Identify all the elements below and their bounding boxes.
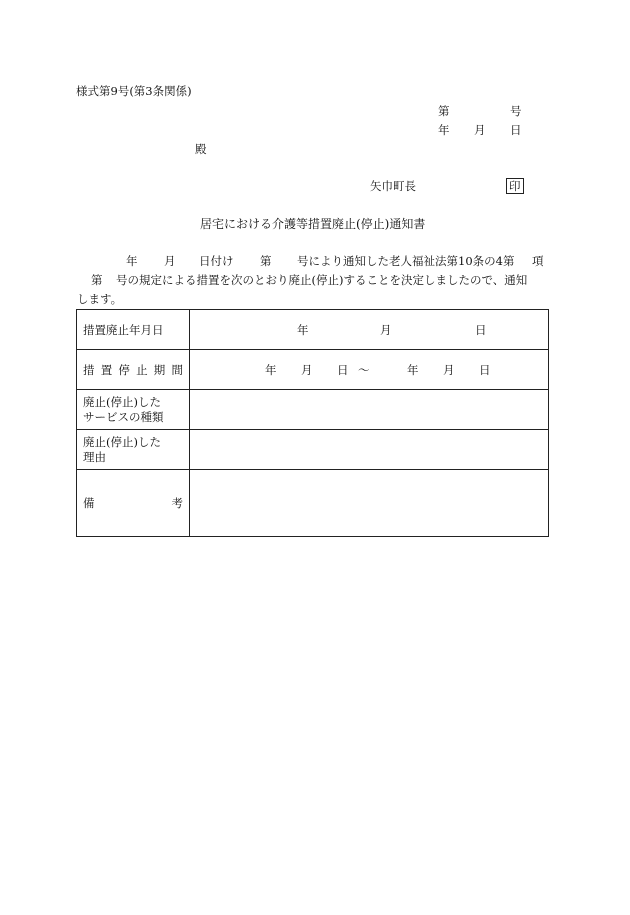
go-label: 号	[510, 104, 522, 118]
label-char: 措	[83, 362, 95, 377]
label-char: 間	[171, 362, 183, 377]
label-cell	[77, 390, 190, 430]
issuer-name: 矢巾町長	[370, 179, 416, 193]
end-month-label: 月	[443, 362, 455, 377]
label-char: 置	[100, 362, 113, 377]
label-char: 停	[118, 362, 130, 377]
remarks-label	[83, 495, 183, 511]
remarks-field[interactable]	[190, 470, 549, 537]
suspension-period-label	[83, 362, 183, 378]
table-row	[77, 390, 549, 430]
label-cell	[77, 310, 190, 350]
addressee-suffix: 殿	[195, 142, 207, 156]
table-row	[77, 430, 549, 470]
date-year-label: 年	[438, 123, 450, 137]
year-label: 年	[297, 322, 309, 337]
label-cell	[77, 430, 190, 470]
reason-label-line2: 理由	[83, 449, 106, 464]
start-year-label: 年	[265, 362, 277, 377]
reason-label-line1: 廃止(停止)した	[83, 434, 161, 449]
form-number: 様式第9号(第3条関係)	[76, 84, 192, 98]
body-kou: 項	[532, 254, 544, 268]
label-cell	[77, 350, 190, 390]
label-cell	[77, 470, 190, 537]
end-day-label: 日	[479, 362, 491, 377]
body-year: 年	[126, 254, 138, 268]
table-row	[77, 470, 549, 537]
table-row	[77, 310, 549, 350]
date-month-label: 月	[474, 123, 486, 137]
date-day-label: 日	[510, 123, 522, 137]
label-char: 考	[171, 496, 183, 510]
start-month-label: 月	[301, 362, 313, 377]
day-label: 日	[475, 322, 487, 337]
seal-stamp: 印	[506, 178, 524, 194]
body-line1-text: 号により通知した老人福祉法第10条の4第	[297, 254, 515, 268]
abolition-date-label: 措置廃止年月日	[83, 322, 164, 337]
table-row	[77, 350, 549, 390]
notice-table	[76, 309, 549, 537]
reason-field[interactable]	[190, 430, 549, 470]
body-dai: 第	[260, 254, 272, 268]
dai-label: 第	[438, 104, 450, 118]
month-label: 月	[380, 322, 392, 337]
start-day-label: 日	[337, 362, 349, 377]
body-month: 月	[164, 254, 176, 268]
body-line2-dai: 第	[91, 273, 103, 287]
abolition-date-field[interactable]	[190, 310, 549, 350]
document-title: 居宅における介護等措置廃止(停止)通知書	[200, 217, 426, 231]
service-type-field[interactable]	[190, 390, 549, 430]
body-dated: 日付け	[199, 254, 234, 268]
body-line2-text: 号の規定による措置を次のとおり廃止(停止)することを決定しましたので、通知	[116, 273, 528, 287]
label-char: 期	[153, 362, 166, 377]
range-tilde: 〜	[358, 362, 370, 377]
service-type-label-line2: サービスの種類	[83, 409, 164, 424]
service-type-label-line1: 廃止(停止)した	[83, 394, 161, 409]
end-year-label: 年	[407, 362, 419, 377]
body-line3-text: します。	[77, 292, 123, 306]
label-char: 止	[136, 362, 148, 377]
label-char: 備	[83, 496, 95, 510]
suspension-period-field[interactable]	[190, 350, 549, 390]
